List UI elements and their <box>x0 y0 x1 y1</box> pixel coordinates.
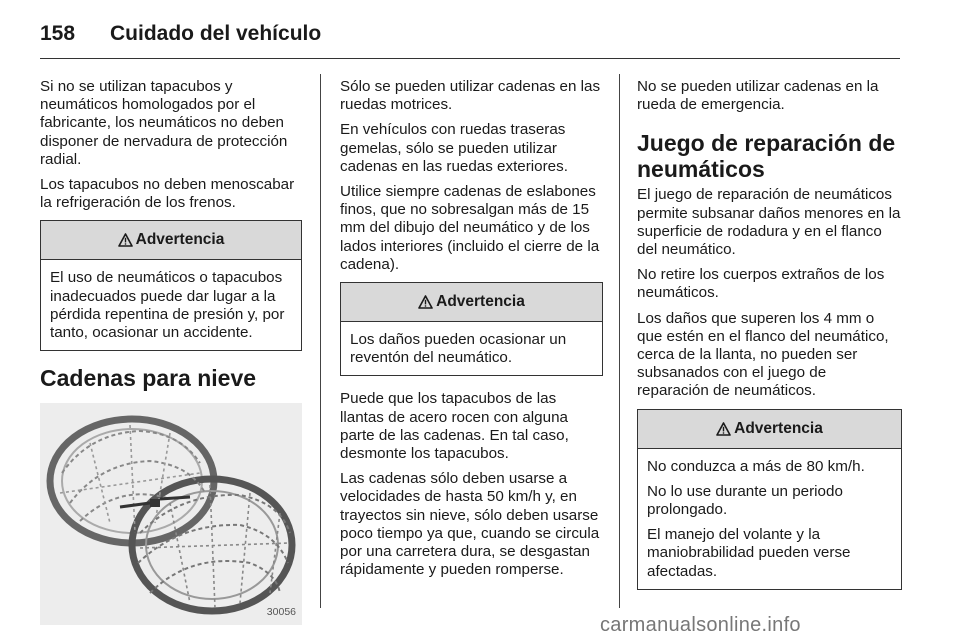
warning-title: Advertencia <box>436 292 525 310</box>
paragraph: No retire los cuerpos extraños de los neumáticos. <box>637 266 885 302</box>
paragraph: Si no se utilizan tapacubos y neumáticos homologados por el fabricante, los neumáticos no deben disponer de nervadura de protección radial. <box>40 78 288 168</box>
paragraph: Los daños que superen los 4 mm o que estén en el flanco del neumático, cerca de la llanta, no pueden ser subsanados con el juego de reparación de neumáticos. <box>637 309 889 400</box>
column-1 <box>40 78 302 625</box>
snow-chains-illustration <box>40 403 302 625</box>
warning-triangle-icon <box>716 422 731 436</box>
figure-number: 30056 <box>266 606 296 619</box>
warning-text: El manejo del volante y la maniobrabilidad pueden verse afectadas. <box>647 526 851 580</box>
warning-text: Los daños pueden ocasionar un reventón del neumático. <box>350 331 567 367</box>
page-number: 158 <box>40 22 76 45</box>
section-heading-repair-kit: Juego de reparación de neumáticos <box>637 130 896 183</box>
warning-triangle-icon <box>418 295 433 309</box>
warning-text: No lo use durante un periodo prolongado. <box>647 482 843 519</box>
column-divider-1 <box>320 74 321 608</box>
warning-box <box>637 409 902 590</box>
warning-title: Advertencia <box>734 419 823 437</box>
watermark: carmanualsonline.info <box>600 614 801 636</box>
paragraph: No se pueden utilizar cadenas en la rueda de emergencia. <box>637 78 879 114</box>
warning-triangle-icon <box>118 233 133 247</box>
paragraph: En vehículos con ruedas traseras gemelas, sólo se pueden utilizar cadenas en las ruedas exteriores. <box>340 121 568 175</box>
paragraph: El juego de reparación de neumáticos permite subsanar daños menores en la superficie de rodadura y en el flanco del neumático. <box>637 186 901 259</box>
page-title: Cuidado del vehículo <box>110 22 322 45</box>
warning-title: Advertencia <box>135 231 225 249</box>
column-2 <box>340 78 603 586</box>
warning-text: El uso de neumáticos o tapacubos inadecuados puede dar lugar a la pérdida repentina de presión y, por tanto, ocasionar un accidente. <box>50 269 285 342</box>
header-divider <box>40 58 900 59</box>
column-3 <box>637 78 902 604</box>
paragraph: Las cadenas sólo deben usarse a velocidades de hasta 50 km/h y, en trayectos sin nieve, sólo deben usarse poco tiempo ya que, cuando se circula por una carretera dura, se desgastan rápidamente y pueden romperse. <box>340 470 600 579</box>
warning-header <box>341 283 602 322</box>
snow-chain-drawing <box>40 403 302 625</box>
warning-header <box>638 410 901 449</box>
paragraph: Los tapacubos no deben menoscabar la refrigeración de los frenos. <box>40 176 295 212</box>
warning-box <box>40 220 302 351</box>
warning-box <box>340 282 603 376</box>
warning-header <box>41 221 301 260</box>
paragraph: Sólo se pueden utilizar cadenas en las ruedas motrices. <box>340 78 601 114</box>
page-header <box>40 14 321 54</box>
warning-text: No conduzca a más de 80 km/h. <box>647 457 865 475</box>
column-divider-2 <box>619 74 620 608</box>
paragraph: Puede que los tapacubos de las llantas de acero rocen con alguna parte de las cadenas. En tal caso, desmonte los tapacubos. <box>340 390 569 463</box>
paragraph: Utilice siempre cadenas de eslabones finos, que no sobresalgan más de 15 mm del dibujo del neumático y de los lados interiores (incluido el cierre de la cadena). <box>340 183 600 273</box>
section-heading-snow-chains: Cadenas para nieve <box>40 365 257 392</box>
